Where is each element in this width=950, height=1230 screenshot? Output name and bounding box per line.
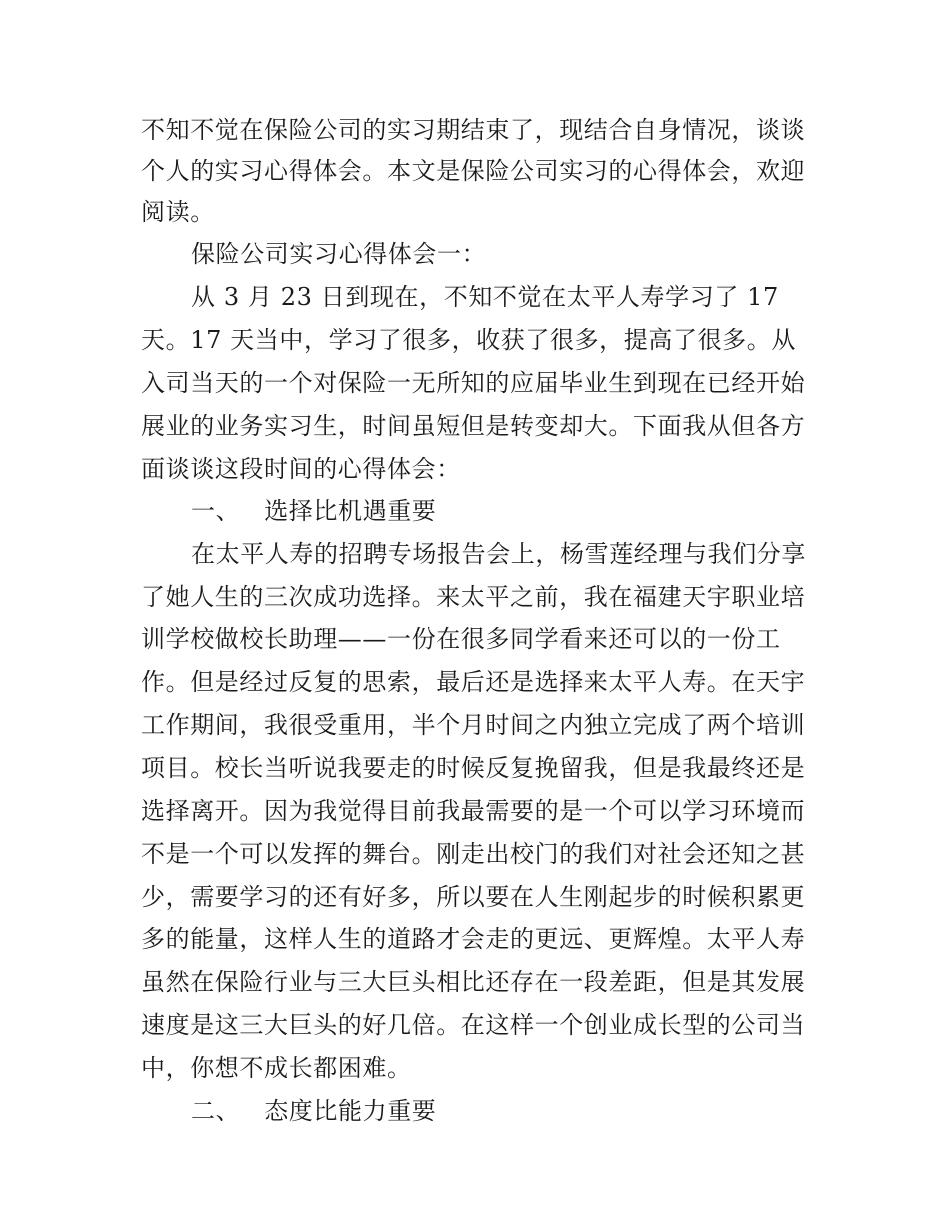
subheading-title: 态度比能力重要 — [264, 1097, 437, 1125]
paragraph-line: 少，需要学习的还有好多，所以要在人生刚起步的时候积累更 — [141, 883, 806, 911]
paragraph-line: 入司当天的一个对保险一无所知的应届毕业生到现在已经开始 — [141, 369, 806, 397]
paragraph-line: 中，你想不成长都困难。 — [141, 1054, 412, 1082]
paragraph-line: 项目。校长当听说我要走的时候反复挽留我，但是我最终还是 — [141, 754, 806, 782]
paragraph-line: 了她人生的三次成功选择。来太平之前，我在福建天宇职业培 — [141, 583, 806, 611]
paragraph-line: 展业的业务实习生，时间虽短但是转变却大。下面我从但各方 — [141, 412, 806, 440]
paragraph-line: 作。但是经过反复的思索，最后还是选择来太平人寿。在天宇 — [141, 668, 806, 696]
paragraph-line: 阅读。 — [141, 198, 215, 226]
paragraph-line: 虽然在保险行业与三大巨头相比还存在一段差距，但是其发展 — [141, 968, 806, 996]
paragraph-line: 训学校做校长助理——一份在很多同学看来还可以的一份工 — [141, 625, 781, 653]
subheading-2 — [191, 1094, 436, 1128]
subheading-1 — [191, 494, 436, 528]
paragraph-line: 多的能量，这样人生的道路才会走的更远、更辉煌。太平人寿 — [141, 925, 806, 953]
paragraph-line: 从 3 月 23 日到现在，不知不觉在太平人寿学习了 17 — [191, 283, 779, 311]
subheading-number: 二、 — [191, 1097, 241, 1125]
subheading-number: 一、 — [191, 497, 241, 525]
paragraph-line: 工作期间，我很受重用，半个月时间之内独立完成了两个培训 — [141, 711, 806, 739]
paragraph-line: 面谈谈这段时间的心得体会： — [141, 455, 461, 483]
paragraph-line: 个人的实习心得体会。本文是保险公司实习的心得体会，欢迎 — [141, 157, 806, 185]
paragraph-line: 天。17 天当中，学习了很多，收获了很多，提高了很多。从 — [141, 326, 796, 354]
paragraph-line: 选择离开。因为我觉得目前我最需要的是一个可以学习环境而 — [141, 797, 806, 825]
paragraph-line: 不知不觉在保险公司的实习期结束了，现结合自身情况，谈谈 — [141, 116, 806, 144]
paragraph-line: 在太平人寿的招聘专场报告会上，杨雪莲经理与我们分享 — [191, 540, 806, 568]
paragraph-line: 速度是这三大巨头的好几倍。在这样一个创业成长型的公司当 — [141, 1011, 806, 1039]
paragraph-line: 不是一个可以发挥的舞台。刚走出校门的我们对社会还知之甚 — [141, 840, 806, 868]
section-heading: 保险公司实习心得体会一： — [191, 240, 487, 268]
subheading-title: 选择比机遇重要 — [264, 497, 437, 525]
